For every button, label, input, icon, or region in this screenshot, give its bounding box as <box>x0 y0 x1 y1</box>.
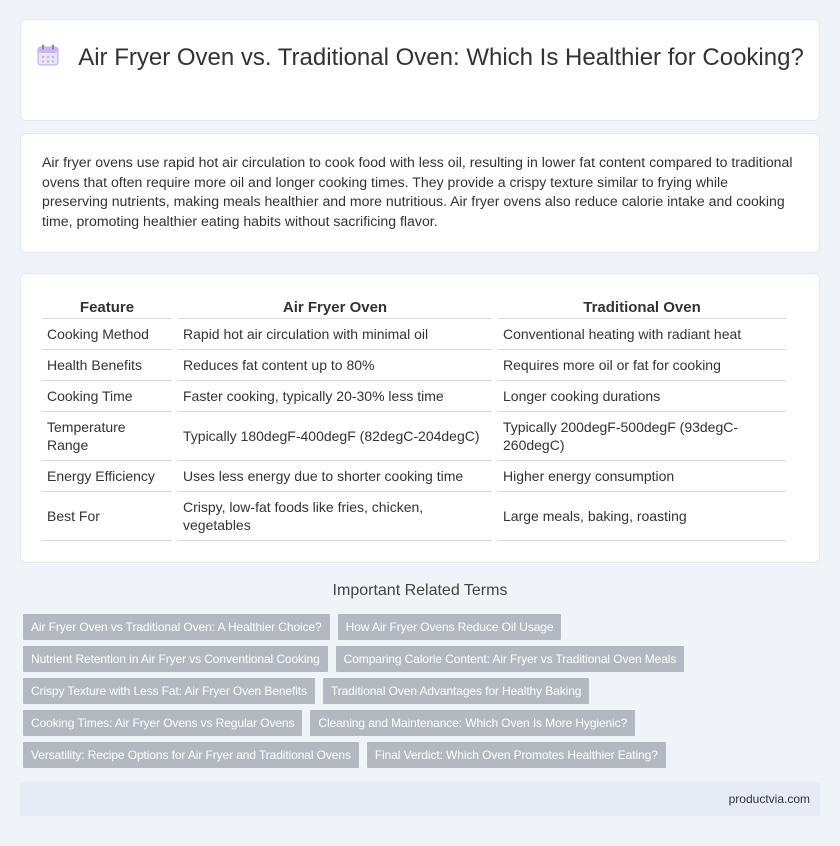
related-term-tag[interactable]: Crispy Texture with Less Fat: Air Fryer Oven Benefits <box>23 678 315 704</box>
table-cell: Uses less energy due to shorter cooking time <box>178 461 492 492</box>
related-terms-list <box>23 614 823 774</box>
table-cell: Rapid hot air circulation with minimal oil <box>178 319 492 350</box>
table-cell: Typically 180degF-400degF (82degC-204degC) <box>178 412 492 461</box>
calendar-icon <box>36 43 60 67</box>
header-traditional-oven: Traditional Oven <box>498 294 786 319</box>
table-cell: Higher energy consumption <box>498 461 786 492</box>
intro-card <box>20 133 820 253</box>
table-cell: Best For <box>42 492 172 541</box>
table-cell: Faster cooking, typically 20-30% less time <box>178 381 492 412</box>
related-term-tag[interactable]: Air Fryer Oven vs Traditional Oven: A Healthier Choice? <box>23 614 330 640</box>
table-row <box>42 412 786 461</box>
header-air-fryer-oven: Air Fryer Oven <box>178 294 492 319</box>
related-term-tag[interactable]: Cooking Times: Air Fryer Ovens vs Regular Ovens <box>23 710 302 736</box>
table-cell: Cooking Time <box>42 381 172 412</box>
comparison-table-card <box>20 273 820 563</box>
table-cell: Conventional heating with radiant heat <box>498 319 786 350</box>
footer <box>20 782 820 816</box>
table-row <box>42 461 786 492</box>
table-cell: Crispy, low-fat foods like fries, chicken, vegetables <box>178 492 492 541</box>
table-cell: Cooking Method <box>42 319 172 350</box>
table-cell: Longer cooking durations <box>498 381 786 412</box>
table-cell: Energy Efficiency <box>42 461 172 492</box>
header-feature: Feature <box>42 294 172 319</box>
table-header-row <box>42 294 786 319</box>
table-cell: Typically 200degF-500degF (93degC-260degC) <box>498 412 786 461</box>
table-row <box>42 350 786 381</box>
table-cell: Large meals, baking, roasting <box>498 492 786 541</box>
table-cell: Health Benefits <box>42 350 172 381</box>
title-card <box>20 19 820 121</box>
related-term-tag[interactable]: Nutrient Retention in Air Fryer vs Conventional Cooking <box>23 646 328 672</box>
related-term-tag[interactable]: Comparing Calorie Content: Air Fryer vs Traditional Oven Meals <box>336 646 685 672</box>
table-row <box>42 319 786 350</box>
related-term-tag[interactable]: How Air Fryer Ovens Reduce Oil Usage <box>338 614 562 640</box>
table-row <box>42 492 786 541</box>
table-cell: Temperature Range <box>42 412 172 461</box>
comparison-table <box>36 294 792 541</box>
related-terms-title: Important Related Terms <box>332 582 508 599</box>
page-title: Air Fryer Oven vs. Traditional Oven: Which Is Healthier for Cooking? <box>78 44 804 71</box>
related-term-tag[interactable]: Cleaning and Maintenance: Which Oven Is More Hygienic? <box>310 710 635 736</box>
page-title-wrapper <box>21 43 819 73</box>
related-term-tag[interactable]: Final Verdict: Which Oven Promotes Healthier Eating? <box>367 742 666 768</box>
related-term-tag[interactable]: Traditional Oven Advantages for Healthy Baking <box>323 678 589 704</box>
table-cell: Reduces fat content up to 80% <box>178 350 492 381</box>
table-row <box>42 381 786 412</box>
related-term-tag[interactable]: Versatility: Recipe Options for Air Fryer and Traditional Ovens <box>23 742 359 768</box>
intro-paragraph: Air fryer ovens use rapid hot air circulation to cook food with less oil, resulting in lower fat content compared to traditional ovens that often require more oil and longer cooking times. They provide a crispy texture similar to frying while preserving nutrients, making meals healthier and more nutritious. Air fryer ovens also reduce calorie intake and cooking time, promoting healthier eating habits without sacrificing flavor. <box>42 154 793 229</box>
footer-site-link[interactable]: productvia.com <box>728 792 810 806</box>
table-cell: Requires more oil or fat for cooking <box>498 350 786 381</box>
